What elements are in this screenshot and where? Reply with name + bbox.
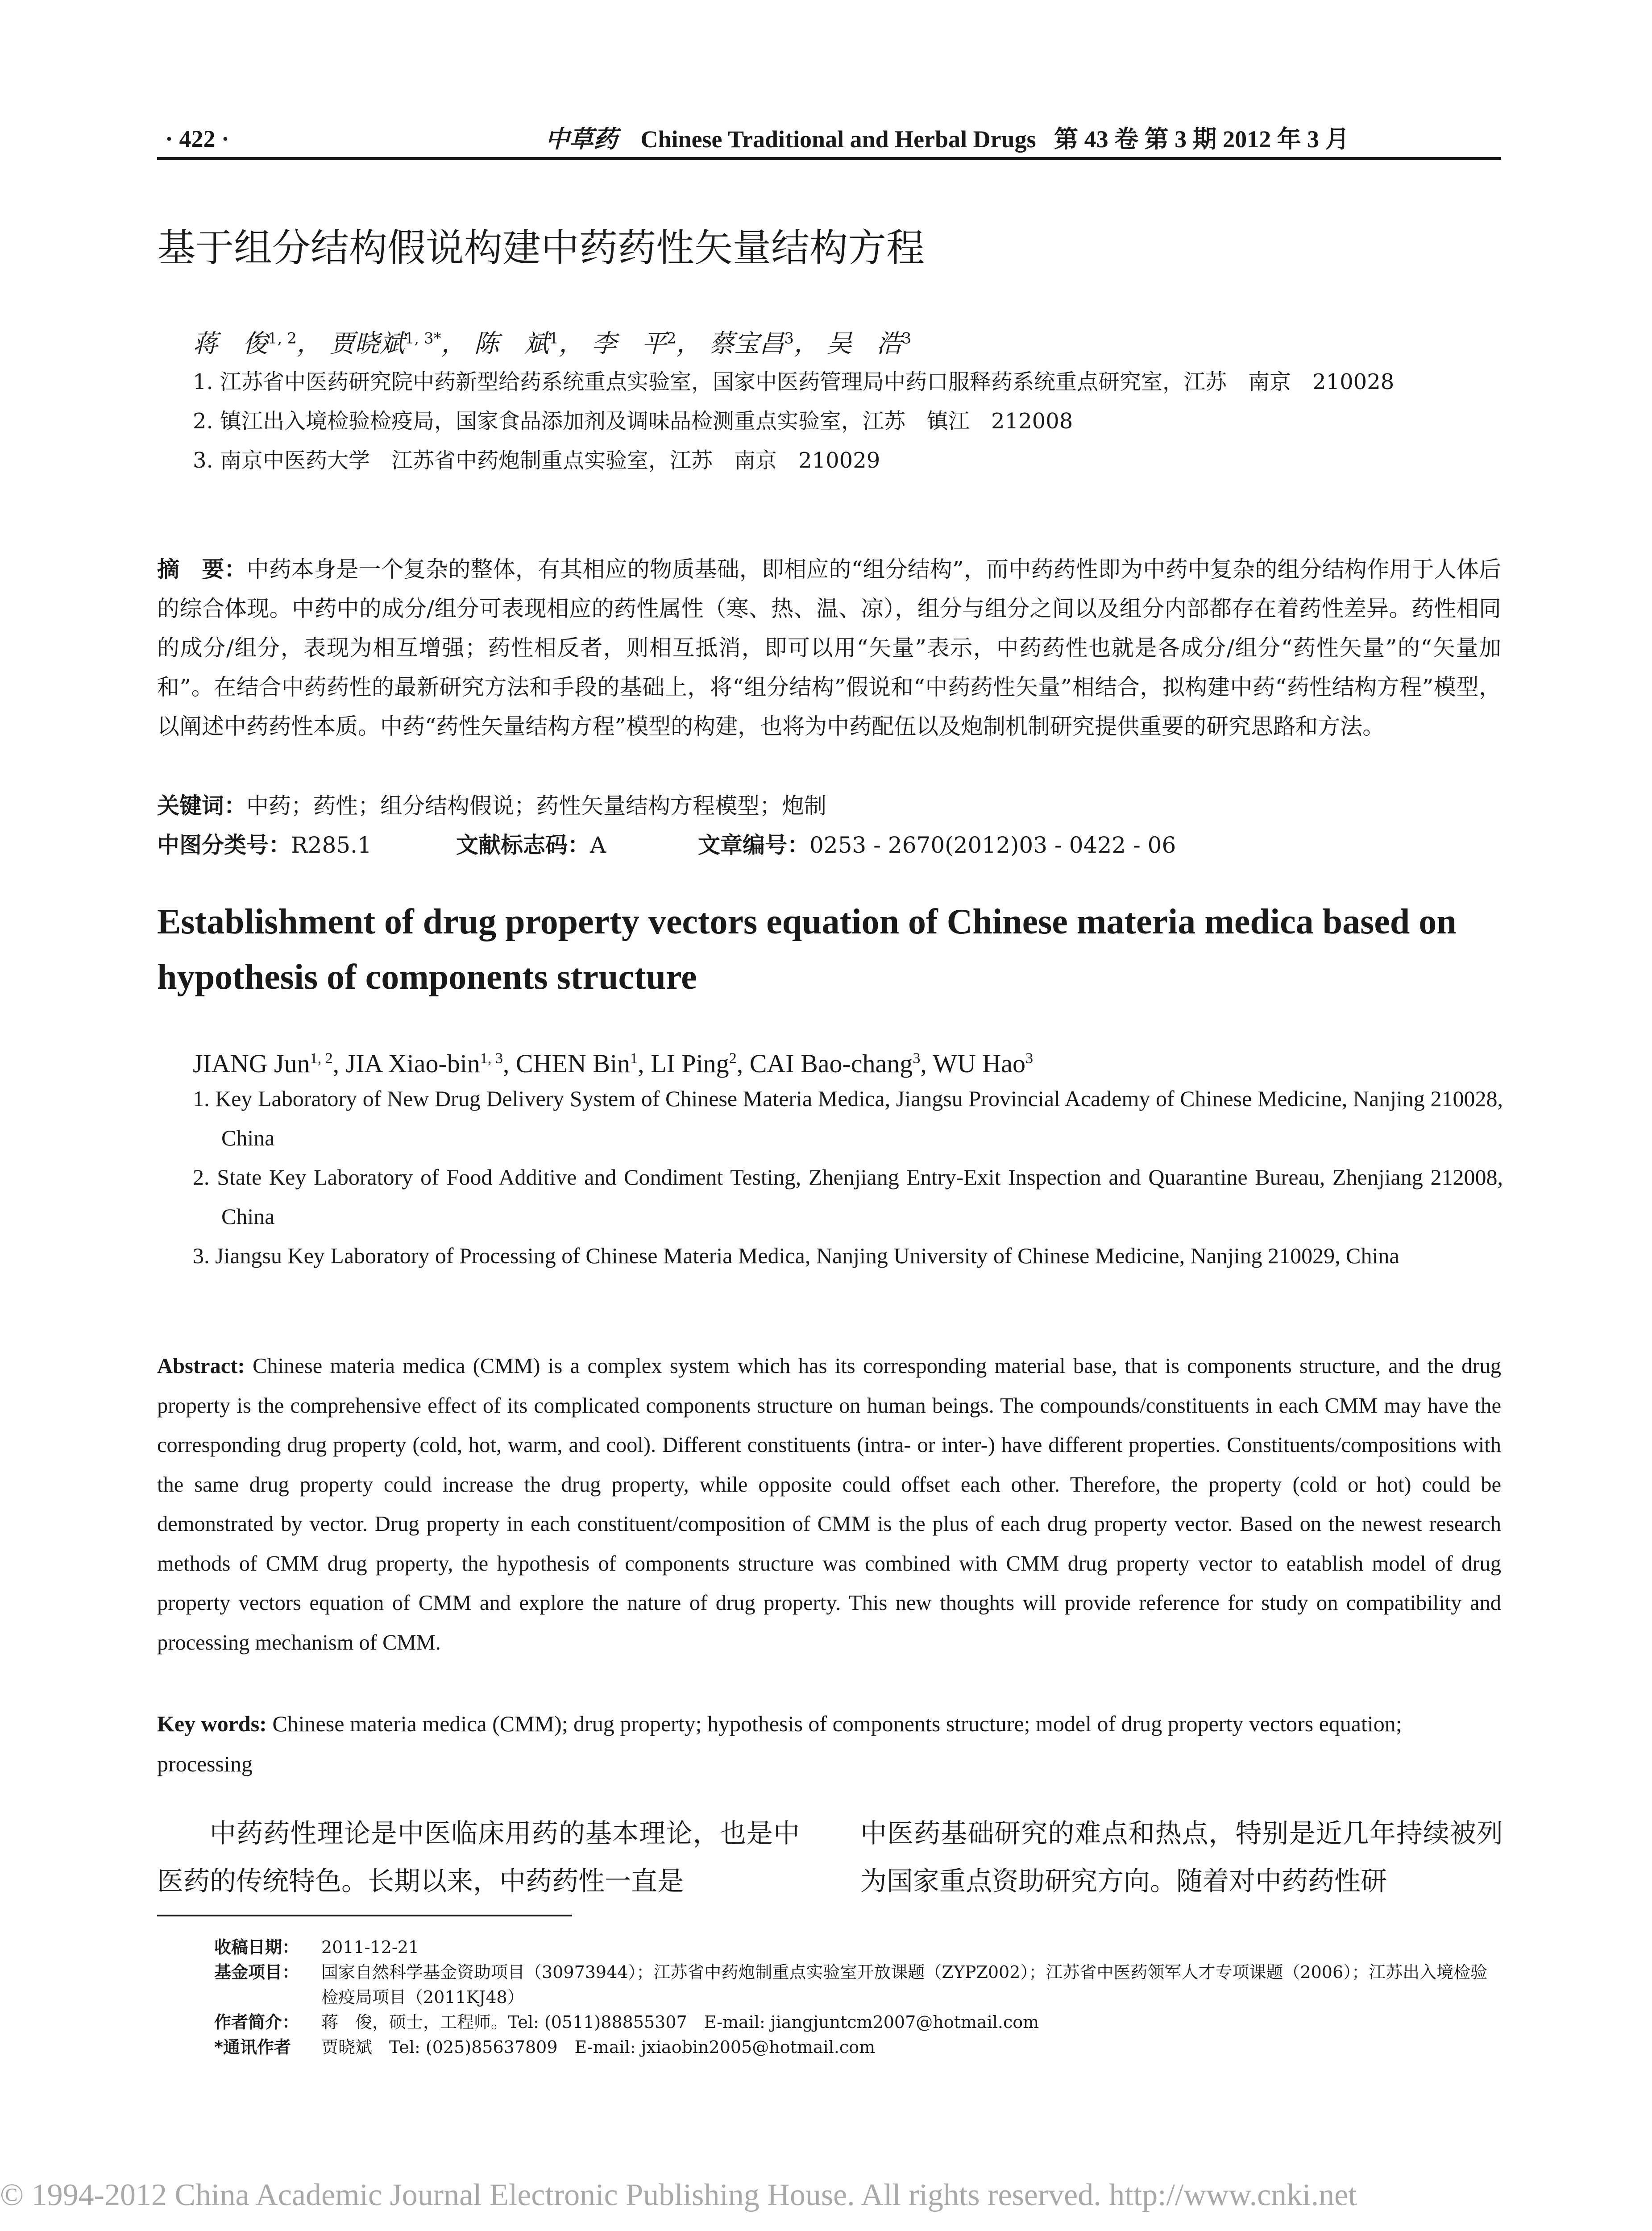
keywords-en [157, 1704, 1501, 1784]
footnote-funding: 基金项目： 国家自然科学基金资助项目（30973944）；江苏省中药炮制重点实验室开放课题（ZYPZ002）；江苏省中医药领军人才专项课题（2006）；江苏出入境检验检疫局项目（2011KJ48） [214, 1962, 1488, 2007]
author-en: WU Hao$^3$ [933, 1049, 1034, 1078]
author-zh: 贾晓斌$^{1, 3*}$ [329, 329, 441, 358]
journal-line [545, 120, 1349, 158]
article-number: 文章编号：0253 - 2670(2012)03 - 0422 - 06 [698, 832, 1176, 858]
author-en: LI Ping$^2$ [651, 1049, 737, 1078]
author-en: JIA Xiao-bin$^{1, 3}$ [345, 1049, 503, 1078]
body-text-right: 中医药基础研究的难点和热点，特别是近几年持续被列为国家重点资助研究方向。随着对中药药性研 [860, 1818, 1503, 1896]
running-header [157, 120, 1501, 158]
author-zh: 蒋 俊$^{1, 2}$ [193, 329, 297, 358]
affiliations-en [193, 1079, 1503, 1275]
affiliation-en: 2. State Key Laboratory of Food Additive and Condiment Testing, Zhenjiang Entry-Exit Inspection and Quarantine Bureau, Zhenjiang 212008, China [193, 1165, 1503, 1229]
keywords-zh [157, 786, 826, 825]
keywords-en-text: Chinese materia medica (CMM); drug property; hypothesis of components structure; model of drug property vectors equation; processing [157, 1711, 1402, 1776]
journal-name-zh: 中草药 [545, 124, 618, 153]
clc-number: 中图分类号：R285.1 [157, 832, 372, 858]
keywords-en-label: Key words: [157, 1711, 267, 1736]
body-column-right [860, 1809, 1503, 1905]
author-zh: 李 平$^2$ [591, 329, 677, 358]
title-zh: 基于组分结构假说构建中药药性矢量结构方程 [157, 226, 925, 270]
affiliation-zh: 2. 镇江出入境检验检疫局，国家食品添加剂及调味品检测重点实验室，江苏 镇江 212008 [193, 409, 1073, 434]
copyright-watermark: © 1994-2012 China Academic Journal Electronic Publishing House. All rights reserved. http://www.cnki.net [0, 2178, 1357, 2212]
abstract-en-text: Chinese materia medica (CMM) is a complex system which has its corresponding material base, that is components structure, and the drug property is the comprehensive effect of its complicated components structure on human beings. The compounds/constituents in each CMM may have the corresponding drug property (cold, hot, warm, and cool). Different constituents (intra- or inter-) have different properties. Constituents/compositions with the same drug property could increase the drug property, while opposite could offset each other. Therefore, the property (cold or hot) could be demonstrated by vector. Drug property in each constituent/composition of CMM is the plus of each drug property vector. Based on the newest research methods of CMM drug property, the hypothesis of components structure was combined with CMM drug property vector to eatablish model of drug property vectors equation of CMM and explore the nature of drug property. This new thoughts will provide reference for study on compatibility and processing mechanism of CMM. [157, 1354, 1502, 1655]
affiliation-en: 1. Key Laboratory of New Drug Delivery System of Chinese Materia Medica, Jiangsu Provincial Academy of Chinese Medicine, Nanjing 210028, China [193, 1086, 1503, 1150]
abstract-zh [157, 550, 1501, 746]
journal-name-en: Chinese Traditional and Herbal Drugs [640, 126, 1036, 153]
affiliation-zh: 3. 南京中医药大学 江苏省中药炮制重点实验室，江苏 南京 210029 [193, 448, 880, 473]
issue-info: 第 43 卷 第 3 期 2012 年 3 月 [1054, 126, 1349, 153]
authors-en: JIANG Jun$^{1, 2}$, JIA Xiao-bin$^{1, 3}$, CHEN Bin$^1$, LI Ping$^2$, CAI Bao-chang$^3$, WU Hao$^3$ [193, 1049, 1034, 1078]
title-en: Establishment of drug property vectors equation of Chinese materia medica based on hypothesis of components structure [157, 902, 1457, 997]
author-zh: 吴 浩$^3$ [826, 329, 912, 358]
footnote-received: 收稿日期： 2011-12-21 [214, 1937, 419, 1957]
page-number: · 422 · [165, 125, 230, 152]
keywords-zh-text: 中药；药性；组分结构假说；药性矢量结构方程模型；炮制 [246, 793, 826, 819]
body-text-left: 中药药性理论是中医临床用药的基本理论，也是中医药的传统特色。长期以来，中药药性一直是 [157, 1818, 800, 1896]
author-zh: 陈 斌$^1$ [474, 329, 559, 358]
affiliation-zh: 1. 江苏省中医药研究院中药新型给药系统重点实验室，国家中医药管理局中药口服释药系统重点研究室，江苏 南京 210028 [193, 369, 1395, 394]
body-column-left [157, 1809, 800, 1905]
authors-zh: 蒋 俊$^{1, 2}$， 贾晓斌$^{1, 3*}$， 陈 斌$^1$， 李 平$^2$， 蔡宝昌$^3$， 吴 浩$^3$ [193, 329, 912, 358]
footnote-author-bio: 作者简介： 蒋 俊，硕士，工程师。Tel: (0511)88855307 E-mail: jiangjuntcm2007@hotmail.com [214, 2012, 1039, 2032]
author-en: JIANG Jun$^{1, 2}$ [193, 1049, 333, 1078]
affiliation-en: 3. Jiangsu Key Laboratory of Processing of Chinese Materia Medica, Nanjing University of Chinese Medicine, Nanjing 210029, China [193, 1243, 1399, 1268]
keywords-zh-label: 关键词： [157, 793, 246, 819]
affiliations-zh [193, 362, 1487, 480]
abstract-en [157, 1347, 1501, 1663]
footnote-rule [157, 1915, 572, 1916]
author-en: CAI Bao-chang$^3$ [749, 1049, 921, 1078]
header-rule [157, 157, 1501, 160]
abstract-en-label: Abstract: [157, 1354, 245, 1378]
footnotes [214, 1935, 1504, 2060]
author-zh: 蔡宝昌$^3$ [709, 329, 794, 358]
abstract-zh-label: 摘 要： [157, 556, 247, 582]
footnote-corresponding: *通讯作者 贾晓斌 Tel: (025)85637809 E-mail: jxiaobin2005@hotmail.com [214, 2037, 876, 2057]
abstract-zh-text: 中药本身是一个复杂的整体，有其相应的物质基础，即相应的“组分结构”，而中药药性即为中药中复杂的组分结构作用于人体后的综合体现。中药中的成分/组分可表现相应的药性属性（寒、热、温、凉），组分与组分之间以及组分内部都存在着药性差异。药性相同的成分/组分，表现为相互增强；药性相反者，则相互抵消，即可以用“矢量”表示，中药药性也就是各成分/组分“药性矢量”的“矢量加和”。在结合中药药性的最新研究方法和手段的基础上，将“组分结构”假说和“中药药性矢量”相结合，拟构建中药“药性结构方程”模型，以阐述中药药性本质。中药“药性矢量结构方程”模型的构建，也将为中药配伍以及炮制机制研究提供重要的研究思路和方法。 [157, 556, 1502, 739]
author-en: CHEN Bin$^1$ [515, 1049, 638, 1078]
document-code: 文献标志码：A [456, 832, 606, 858]
